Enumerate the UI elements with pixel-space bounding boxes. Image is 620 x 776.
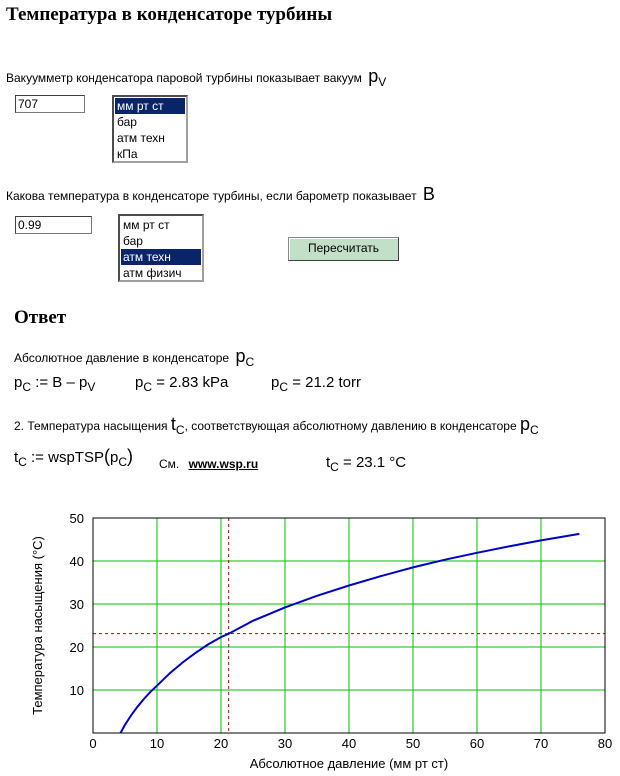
recalculate-button[interactable]: Пересчитать — [288, 237, 399, 261]
vacuum-input[interactable] — [15, 95, 85, 113]
vacuum-question — [6, 66, 386, 89]
x-tick-label: 70 — [533, 736, 549, 751]
y-tick-label: 30 — [69, 597, 84, 612]
chart-ticks — [70, 511, 613, 751]
result-kpa: $p_C = 2.83$ kPa — [135, 374, 229, 394]
y-tick-label: 50 — [69, 511, 84, 526]
pv-symbol: $p_V$ — [368, 66, 387, 89]
barometer-question-text: Какова температура в конденсаторе турбины, если барометр показывает — [6, 189, 417, 203]
vacuum-unit-option[interactable]: бар — [117, 115, 137, 129]
page-title: Температура в конденсаторе турбины — [6, 4, 333, 25]
formula-tc: $t_C$ := $wspTSP(p_C)$ — [14, 446, 133, 469]
x-tick-label: 30 — [277, 736, 293, 751]
step2-line: 2. Температура насыщения $t_C$, соответствующая абсолютному давлению в конденсаторе $p_C$ — [14, 414, 539, 437]
pc-symbol-2: $p_C$ — [519, 414, 539, 437]
pc-symbol: $p_C$ — [235, 346, 255, 369]
x-axis-label: Абсолютное давление (мм рт ст) — [249, 756, 449, 771]
vacuum-unit-option[interactable]: мм рт ст — [115, 98, 185, 114]
x-tick-label: 50 — [405, 736, 421, 751]
formula-pc: $p_C$ := B – $p_V$ — [14, 374, 96, 394]
abs-pressure-line — [14, 346, 254, 369]
x-tick-label: 10 — [149, 736, 165, 751]
saturation-chart — [0, 505, 620, 776]
x-tick-label: 0 — [89, 736, 97, 751]
barometer-input[interactable] — [15, 216, 92, 234]
abs-pressure-text: Абсолютное давление в конденсаторе — [14, 351, 230, 365]
answer-heading: Ответ — [14, 307, 67, 328]
see-reference: См. www.wsp.ru — [159, 457, 259, 471]
vacuum-question-text: Вакуумметр конденсатора паровой турбины показывает вакуум — [6, 71, 362, 85]
y-tick-label: 20 — [69, 640, 84, 655]
y-tick-label: 10 — [69, 683, 84, 698]
b-symbol: B — [422, 184, 435, 204]
barometer-question — [6, 184, 435, 205]
y-tick-label: 40 — [69, 554, 84, 569]
barometer-unit-option[interactable]: атм техн — [121, 249, 201, 265]
vacuum-unit-option[interactable]: атм техн — [117, 131, 165, 145]
vacuum-unit-option[interactable]: кПа — [117, 147, 138, 161]
x-tick-label: 80 — [597, 736, 613, 751]
wsp-link[interactable]: www.wsp.ru — [188, 457, 259, 471]
result-temp: $t_C = 23.1$ °C — [326, 454, 407, 474]
x-tick-label: 40 — [341, 736, 357, 751]
y-axis-label: Температура насыщения (°C) — [30, 536, 45, 715]
barometer-unit-option[interactable]: мм рт ст — [123, 218, 170, 232]
x-tick-label: 20 — [213, 736, 229, 751]
barometer-unit-option[interactable]: бар — [123, 234, 143, 248]
vacuum-units-listbox[interactable] — [112, 95, 188, 163]
barometer-units-listbox[interactable] — [118, 214, 204, 282]
tc-symbol: $t_C$ — [170, 414, 185, 437]
result-torr: $p_C = 21.2$ torr — [271, 374, 361, 394]
barometer-unit-option[interactable]: атм физич — [123, 266, 182, 280]
x-tick-label: 60 — [469, 736, 485, 751]
chart-grid — [93, 518, 605, 733]
